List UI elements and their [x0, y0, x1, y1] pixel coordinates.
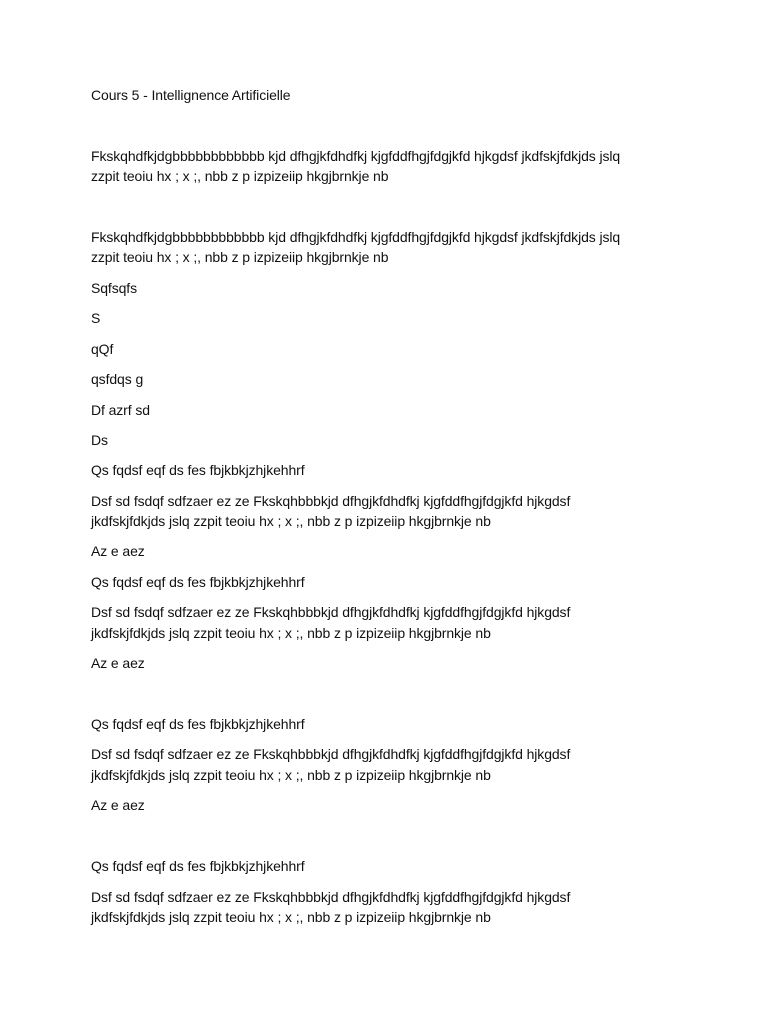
paragraph-line: Az e aez — [91, 797, 145, 813]
paragraph-line: jkdfskjfdkjds jslq zzpit teoiu hx ; x ;, nbb z p izpizeiip hkgjbrnkje nb — [91, 767, 491, 783]
paragraph-line: Qs fqdsf eqf ds fes fbjkbkjzhjkehhrf — [91, 858, 305, 874]
paragraph-line: Qs fqdsf eqf ds fes fbjkbkjzhjkehhrf — [91, 574, 305, 590]
paragraph-line: Dsf sd fsdqf sdfzaer ez ze Fkskqhbbbkjd dfhgjkfdhdfkj kjgfddfhgjfdgjkfd hjkgdsf — [91, 493, 571, 509]
paragraph-line: jkdfskjfdkjds jslq zzpit teoiu hx ; x ;, nbb z p izpizeiip hkgjbrnkje nb — [91, 625, 491, 641]
paragraph-line: Sqfsqfs — [91, 280, 137, 296]
paragraph-line: qsfdqs g — [91, 371, 144, 387]
paragraph-line: Dsf sd fsdqf sdfzaer ez ze Fkskqhbbbkjd dfhgjkfdhdfkj kjgfddfhgjfdgjkfd hjkgdsf — [91, 889, 571, 905]
paragraph-line: Qs fqdsf eqf ds fes fbjkbkjzhjkehhrf — [91, 462, 305, 478]
paragraph-line: S — [91, 310, 101, 326]
paragraph-line: jkdfskjfdkjds jslq zzpit teoiu hx ; x ;, nbb z p izpizeiip hkgjbrnkje nb — [91, 909, 491, 925]
paragraph-line: zzpit teoiu hx ; x ;, nbb z p izpizeiip hkgjbrnkje nb — [91, 249, 389, 265]
paragraph-line: Df azrf sd — [91, 402, 150, 418]
paragraph-line: Az e aez — [91, 655, 145, 671]
paragraph-line: jkdfskjfdkjds jslq zzpit teoiu hx ; x ;, nbb z p izpizeiip hkgjbrnkje nb — [91, 513, 491, 529]
paragraph-line: Qs fqdsf eqf ds fes fbjkbkjzhjkehhrf — [91, 716, 305, 732]
paragraph-line: zzpit teoiu hx ; x ;, nbb z p izpizeiip hkgjbrnkje nb — [91, 168, 389, 184]
paragraph-line: Fkskqhdfkjdgbbbbbbbbbbbb kjd dfhgjkfdhdfkj kjgfddfhgjfdgjkfd hjkgdsf jkdfskjfdkjds jslq — [91, 229, 621, 245]
paragraph-line: qQf — [91, 341, 114, 357]
paragraph-line: Fkskqhdfkjdgbbbbbbbbbbbb kjd dfhgjkfdhdfkj kjgfddfhgjfdgjkfd hjkgdsf jkdfskjfdkjds jslq — [91, 148, 621, 164]
paragraph-line: Dsf sd fsdqf sdfzaer ez ze Fkskqhbbbkjd dfhgjkfdhdfkj kjgfddfhgjfdgjkfd hjkgdsf — [91, 746, 571, 762]
document-title: Cours 5 - Intellignence Artificielle — [91, 87, 291, 103]
paragraph-line: Dsf sd fsdqf sdfzaer ez ze Fkskqhbbbkjd dfhgjkfdhdfkj kjgfddfhgjfdgjkfd hjkgdsf — [91, 604, 571, 620]
paragraph-line: Ds — [91, 432, 108, 448]
paragraph-line: Az e aez — [91, 543, 145, 559]
